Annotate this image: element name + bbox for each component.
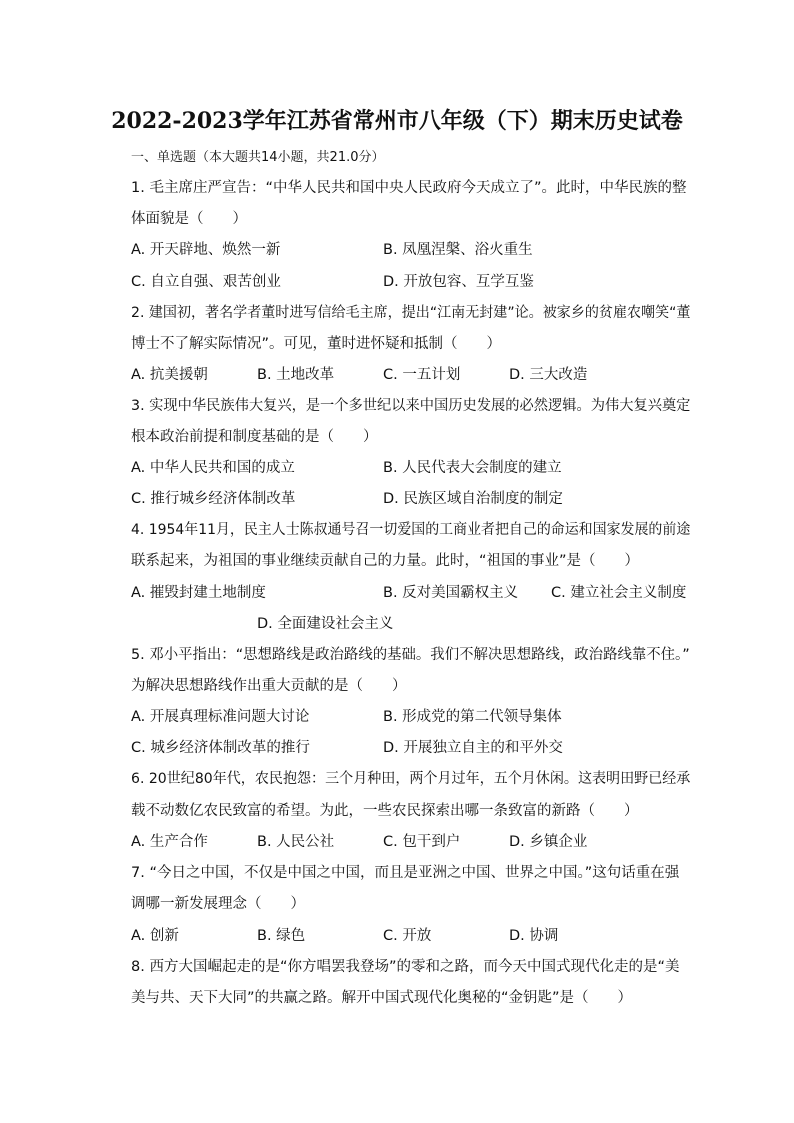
question-4-line-1: 4. 1954年11月，民主人士陈叔通号召一切爱国的工商业者把自己的命运和国家发展的前途	[131, 522, 691, 538]
question-7-line-1: 7. “今日之中国，不仅是中国之中国，而且是亚洲之中国、世界之中国。”这句话重在强	[131, 865, 680, 881]
question-1-line-2: 体面貌是（ ）	[131, 211, 247, 227]
question-5-option-c: C. 城乡经济体制改革的推行	[131, 740, 310, 756]
question-8-line-2: 美与共、天下大同”的共赢之路。解开中国式现代化奥秘的“金钥匙”是（ ）	[131, 990, 633, 1006]
question-6-option-d: D. 乡镇企业	[509, 834, 588, 850]
question-2-option-c: C. 一五计划	[383, 367, 461, 383]
question-3-line-2: 根本政治前提和制度基础的是（ ）	[131, 429, 378, 445]
question-2-option-d: D. 三大改造	[509, 367, 588, 383]
question-3-option-b: B. 人民代表大会制度的建立	[383, 460, 562, 476]
question-4-line-2: 联系起来，为祖国的事业继续贡献自己的力量。此时，“祖国的事业”是（ ）	[131, 553, 640, 569]
question-6-option-b: B. 人民公社	[257, 834, 335, 850]
question-2-option-a: A. 抗美援朝	[131, 367, 208, 383]
question-2-line-1: 2. 建国初，著名学者董时进写信给毛主席，提出“江南无封建”论。被家乡的贫雇农嘲笑“董	[131, 305, 691, 321]
question-5-line-2: 为解决思想路线作出重大贡献的是（ ）	[131, 678, 407, 694]
question-7-option-d: D. 协调	[509, 928, 559, 944]
question-4-option-b: B. 反对美国霸权主义	[383, 585, 519, 601]
question-3-option-d: D. 民族区域自治制度的制定	[383, 491, 563, 507]
question-1-option-b: B. 凤凰涅槃、浴火重生	[383, 242, 533, 258]
page-title: 2022-2023学年江苏省常州市八年级（下）期末历史试卷	[111, 108, 683, 134]
question-7-option-a: A. 创新	[131, 928, 179, 944]
question-6-line-2: 载不动数亿农民致富的希望。为此，一些农民探索出哪一条致富的新路（ ）	[131, 803, 639, 819]
question-6-line-1: 6. 20世纪80年代，农民抱怨：三个月种田，两个月过年，五个月休闲。这表明田野已经承	[131, 771, 691, 787]
question-3-line-1: 3. 实现中华民族伟大复兴，是一个多世纪以来中国历史发展的必然逻辑。为伟大复兴奠定	[131, 398, 691, 414]
question-2-option-b: B. 土地改革	[257, 367, 335, 383]
question-8-line-1: 8. 西方大国崛起走的是“你方唱罢我登场”的零和之路，而今天中国式现代化走的是“美	[131, 959, 680, 975]
question-6-option-a: A. 生产合作	[131, 834, 208, 850]
question-2-line-2: 博士不了解实际情况”。可见，董时进怀疑和抵制（ ）	[131, 336, 502, 352]
question-1-line-1: 1. 毛主席庄严宣告：“中华人民共和国中央人民政府今天成立了”。此时，中华民族的整	[131, 180, 687, 196]
question-1-option-d: D. 开放包容、互学互鉴	[383, 274, 534, 290]
question-1-option-a: A. 开天辟地、焕然一新	[131, 242, 281, 258]
question-5-option-a: A. 开展真理标准问题大讨论	[131, 709, 310, 725]
question-3-option-a: A. 中华人民共和国的成立	[131, 460, 295, 476]
question-4-option-a: A. 摧毁封建土地制度	[131, 585, 266, 601]
question-6-option-c: C. 包干到户	[383, 834, 461, 850]
question-7-line-2: 调哪一新发展理念（ ）	[131, 896, 305, 912]
question-4-option-c: C. 建立社会主义制度	[551, 585, 687, 601]
question-3-option-c: C. 推行城乡经济体制改革	[131, 491, 296, 507]
question-5-line-1: 5. 邓小平指出：“思想路线是政治路线的基础。我们不解决思想路线，政治路线靠不住。”	[131, 647, 690, 663]
section-heading: 一、单选题（本大题共14小题，共21.0分）	[131, 150, 385, 165]
question-7-option-c: C. 开放	[383, 928, 432, 944]
question-5-option-d: D. 开展独立自主的和平外交	[383, 740, 563, 756]
question-7-option-b: B. 绿色	[257, 928, 306, 944]
question-1-option-c: C. 自立自强、艰苦创业	[131, 274, 281, 290]
question-4-option-d: D. 全面建设社会主义	[257, 616, 394, 632]
question-5-option-b: B. 形成党的第二代领导集体	[383, 709, 562, 725]
